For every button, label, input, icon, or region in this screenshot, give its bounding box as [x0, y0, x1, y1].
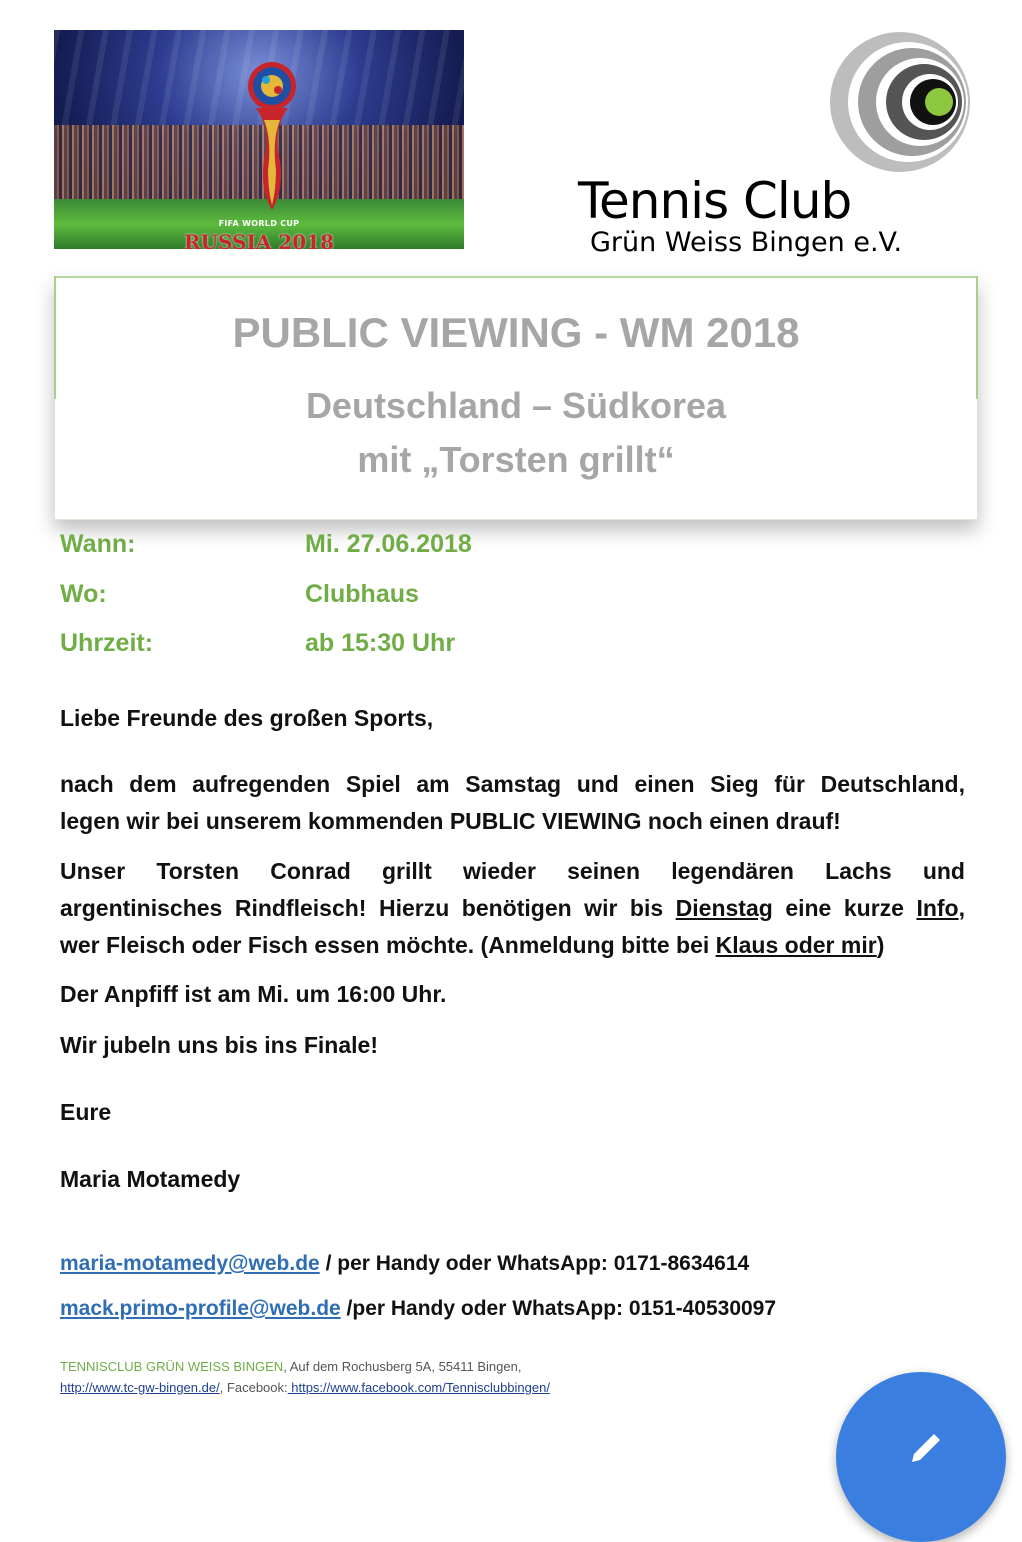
klaus-underline: Klaus oder mir — [715, 932, 877, 958]
footer-address: , Auf dem Rochusberg 5A, 55411 Bingen, — [283, 1359, 522, 1374]
letter-paragraph-4: Wir jubeln uns bis ins Finale! — [60, 1032, 378, 1058]
detail-label: Uhrzeit: — [60, 629, 154, 657]
footer-address-line — [60, 1356, 550, 1377]
text-span: , — [958, 895, 965, 921]
paragraph-line: Unser Torsten Conrad grillt wieder seinen legendären Lachs und — [60, 858, 965, 884]
club-name: Tennis Club — [578, 172, 852, 230]
contact-text: /per Handy oder WhatsApp: 0151-40530097 — [340, 1297, 777, 1320]
edit-pencil-icon — [908, 1424, 948, 1464]
letter-signature: Maria Motamedy — [60, 1166, 241, 1192]
detail-value: Clubhaus — [305, 580, 419, 608]
footer — [60, 1356, 550, 1398]
box-border-top — [55, 276, 977, 278]
detail-value: Mi. 27.06.2018 — [305, 530, 472, 558]
detail-row-time — [60, 629, 455, 658]
info-underline: Info — [916, 895, 959, 921]
match-title: Deutschland – Südkorea — [305, 385, 727, 426]
text-span: wer Fleisch oder Fisch essen möchte. (Anmeldung bitte bei — [60, 932, 716, 958]
text-span: argentinisches Rindfleisch! Hierzu benötigen wir bis — [60, 895, 676, 921]
edit-fab-button[interactable] — [836, 1372, 1006, 1542]
detail-label: Wo: — [60, 580, 107, 608]
website-link[interactable]: http://www.tc-gw-bingen.de/ — [60, 1380, 220, 1395]
paragraph-line — [60, 890, 965, 927]
world-cup-emblem-icon — [242, 60, 302, 220]
paragraph-line: legen wir bei unserem kommenden PUBLIC VIEWING noch einen drauf! — [60, 808, 841, 834]
text-span: eine kurze — [772, 895, 917, 921]
contact-text: / per Handy oder WhatsApp: 0171-8634614 — [319, 1252, 750, 1275]
world-cup-banner — [54, 30, 464, 249]
paragraph-line — [60, 927, 965, 964]
letter-greeting: Liebe Freunde des großen Sports, — [60, 705, 434, 731]
grill-subtitle: mit „Torsten grillt“ — [357, 439, 675, 480]
letter-paragraph-1 — [60, 766, 965, 840]
detail-value: ab 15:30 Uhr — [305, 629, 456, 657]
footer-club-name: TENNISCLUB GRÜN WEISS BINGEN — [60, 1359, 284, 1374]
detail-row-when — [60, 530, 472, 559]
email-link[interactable]: maria-motamedy@web.de — [60, 1252, 320, 1275]
dienstag-underline: Dienstag — [675, 895, 773, 921]
text-span: ) — [876, 932, 885, 958]
event-title: PUBLIC VIEWING - WM 2018 — [232, 309, 800, 356]
facebook-link[interactable]: https://www.facebook.com/Tennisclubbingen/ — [287, 1380, 550, 1395]
russia-label: RUSSIA 2018 — [183, 230, 334, 249]
contact-line-1 — [60, 1252, 749, 1276]
letter-paragraph-2 — [60, 853, 965, 964]
detail-label: Wann: — [60, 530, 136, 558]
cup-label: FIFA WORLD CUP — [218, 219, 300, 228]
footer-links-line — [60, 1377, 550, 1398]
letter-paragraph-3: Der Anpfiff ist am Mi. um 16:00 Uhr. — [60, 981, 447, 1007]
contact-line-2 — [60, 1297, 776, 1321]
footer-separator: , Facebook: — [219, 1380, 288, 1395]
club-subtitle: Grün Weiss Bingen e.V. — [590, 227, 903, 258]
tennis-club-logo-icon — [820, 30, 972, 175]
event-title-box — [54, 276, 978, 520]
letter-closing: Eure — [60, 1099, 112, 1125]
paragraph-line: nach dem aufregenden Spiel am Samstag und einen Sieg für Deutschland, — [60, 771, 965, 797]
email-link[interactable]: mack.primo-profile@web.de — [60, 1297, 341, 1320]
detail-row-where — [60, 580, 419, 609]
